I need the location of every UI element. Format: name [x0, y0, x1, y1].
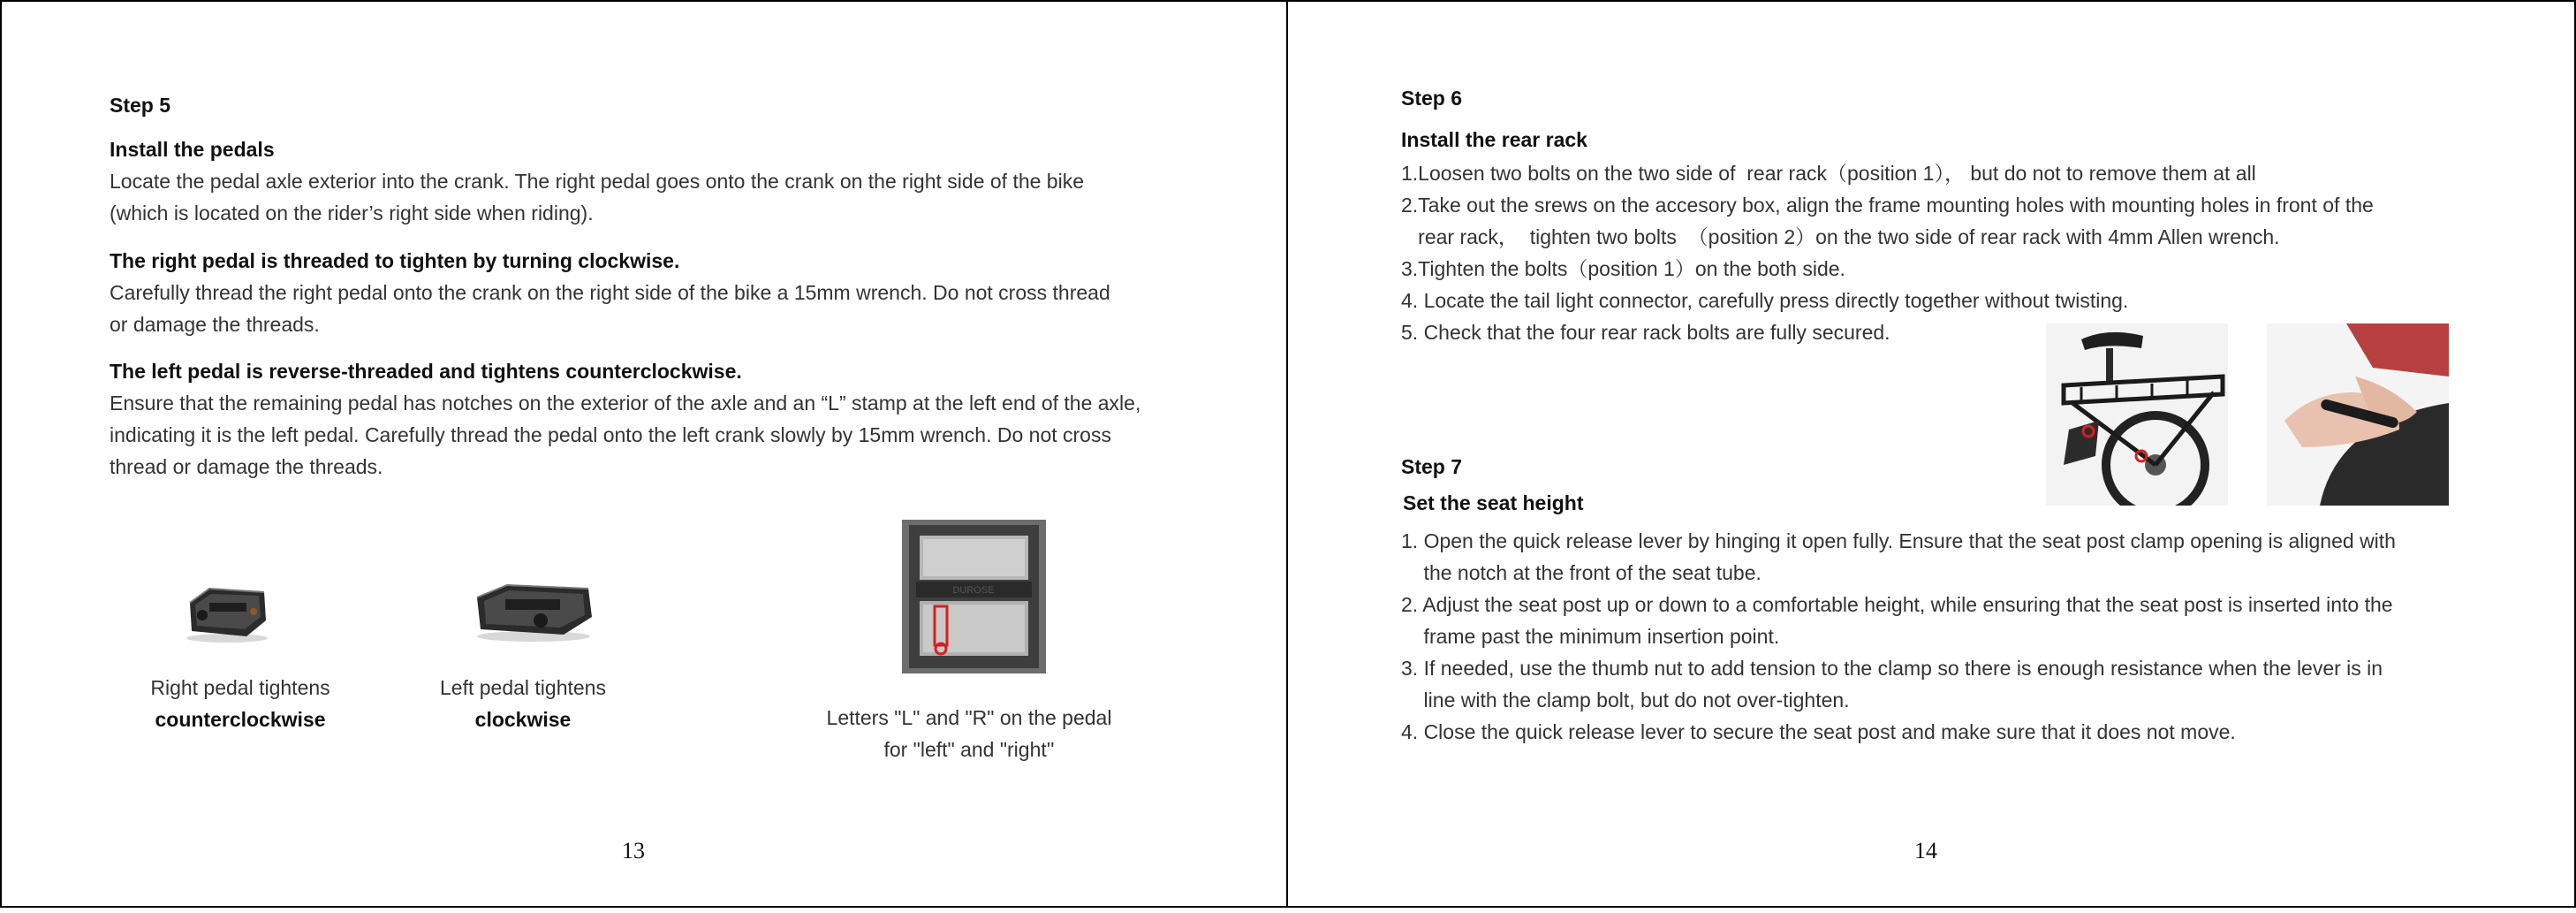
step-5-label: Step 5 — [110, 94, 171, 117]
right-pedal-image — [183, 576, 271, 647]
step-6-label: Step 6 — [1401, 87, 1463, 110]
left-pedal-heading: The left pedal is reverse-threaded and tightens counterclockwise. — [110, 360, 742, 383]
page-14 — [1286, 0, 2576, 908]
page-number-13: 13 — [622, 838, 645, 864]
tail-light-photo — [2267, 323, 2449, 506]
step-7-item-4: 4. Close the quick release lever to secure the seat post and make sure that it does not move. — [1401, 720, 2236, 743]
step-6-item-2-cont: rear rack， tighten two bolts （position 2）on the two side of rear rack with 4mm Allen wrench. — [1401, 225, 2280, 248]
right-pedal-heading: The right pedal is threaded to tighten by turning clockwise. — [110, 249, 680, 272]
step-6-item-1: 1.Loosen two bolts on the two side of rear rack（position 1）， but do not to remove them at all — [1401, 162, 2256, 185]
install-pedals-title: Install the pedals — [110, 138, 275, 161]
step-6-item-3: 3.Tighten the bolts（position 1）on the both side. — [1401, 257, 1845, 280]
caption-left-pedal: Left pedal tightens clockwise — [440, 676, 606, 731]
step-7-label: Step 7 — [1401, 455, 1463, 478]
step-7-item-2-cont: frame past the minimum insertion point. — [1401, 625, 1780, 648]
svg-text:DUROSE: DUROSE — [952, 585, 995, 596]
step-6-item-5: 5. Check that the four rear rack bolts are fully secured. — [1401, 321, 1890, 344]
caption-letters: Letters "L" and "R" on the pedal for "left" and "right'' — [826, 706, 1112, 761]
left-pedal-text: Ensure that the remaining pedal has notches on the exterior of the axle and an “L” stamp at the left end of the axle, indicating it is the left pedal. Carefully thread the pedal onto the left crank slowly by 15mm wrench. Do not cross thread or damage the threads. — [110, 392, 1141, 478]
install-rear-rack-title: Install the rear rack — [1401, 128, 1587, 151]
right-pedal-text: Carefully thread the right pedal onto the crank on the right side of the bike a 15mm wrench. Do not cross thread or damage the threads. — [110, 281, 1110, 336]
step-7-item-1-cont: the notch at the front of the seat tube. — [1401, 561, 1762, 584]
step-7-item-2: 2. Adjust the seat post up or down to a comfortable height, while ensuring that the seat post is inserted into the — [1401, 593, 2393, 616]
step-6-item-2: 2.Take out the srews on the accesory box, align the frame mounting holes with mounting holes in front of the — [1401, 194, 2374, 217]
left-pedal-image — [472, 574, 595, 645]
set-seat-height-title: Set the seat height — [1403, 491, 1584, 514]
caption-right-pedal: Right pedal tightens counterclockwise — [150, 676, 330, 731]
pedal-letters-image — [902, 520, 1046, 673]
rear-rack-photo — [2046, 323, 2228, 506]
pedal-intro: Locate the pedal axle exterior into the crank. The right pedal goes onto the crank on the right side of the bike (which is located on the rider’s right side when riding). — [110, 170, 1085, 224]
page-13 — [0, 0, 1288, 908]
step-7-item-3-cont: line with the clamp bolt, but do not over-tighten. — [1401, 689, 1850, 711]
step-7-item-1: 1. Open the quick release lever by hinging it open fully. Ensure that the seat post clamp opening is aligned with — [1401, 529, 2396, 552]
step-6-list — [1401, 157, 2532, 348]
step-7-list — [1401, 525, 2549, 748]
step-7-item-3: 3. If needed, use the thumb nut to add tension to the clamp so there is enough resistance when the lever is in — [1401, 657, 2383, 680]
step-6-item-4: 4. Locate the tail light connector, carefully press directly together without twisting. — [1401, 289, 2129, 312]
page-number-14: 14 — [1914, 838, 1937, 864]
